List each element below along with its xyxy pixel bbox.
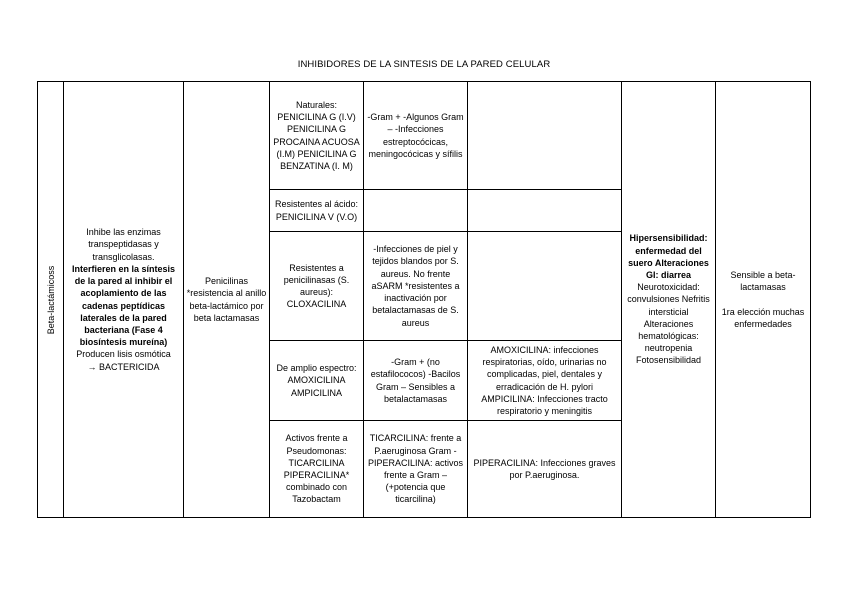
type-acid-resistant: Resistentes al ácido: PENICILINA V (V.O) <box>270 190 364 232</box>
group-cell: Penicilinas *resistencia al anillo beta-lactámico por beta lactamasas <box>184 82 270 518</box>
mechanism-cell <box>64 82 184 518</box>
uses-penicillinase-resistant <box>468 232 622 341</box>
uses-antipseudomonal: PIPERACILINA: Infecciones graves por P.aeruginosa. <box>468 421 622 518</box>
uses-natural <box>468 82 622 190</box>
mechanism-effect: → BACTERICIDA <box>87 361 160 372</box>
spectrum-antipseudomonal: TICARCILINA: frente a P.aeruginosa Gram - PIPERACILINA: activos frente a Gram – (+potencia que ticarcilina) <box>364 421 468 518</box>
mechanism-lysis: Producen lisis osmótica <box>76 349 171 360</box>
spectrum-acid-resistant <box>364 190 468 232</box>
drug-class-cell <box>38 82 64 518</box>
first-choice-note: 1ra elección muchas enfermedades <box>721 306 805 329</box>
spectrum-natural: -Gram + -Algunos Gram – -Infecciones estreptocócicas, meningocócicas y sífilis <box>364 82 468 190</box>
adverse-effects-other: Neurotoxicidad: convulsiones Nefritis intersticial Alteraciones hematológicas: neutropenia Fotosensibilidad <box>627 282 710 366</box>
adverse-effects-main: Hipersensibilidad: enfermedad del suero Alteraciones GI: diarrea <box>628 233 709 280</box>
type-penicillinase-resistant: Resistentes a penicilinasas (S. aureus): CLOXACILINA <box>270 232 364 341</box>
pharmacology-table <box>37 81 811 518</box>
uses-broad-spectrum: AMOXICILINA: infecciones respiratorias, oído, urinarias no complicadas, piel, dentales y erradicación de H. pylori AMPICILINA: Infecciones tracto respiratorio y meningitis <box>468 341 622 421</box>
spectrum-penicillinase-resistant: -Infecciones de piel y tejidos blandos por S. aureus. No frente aSARM *resistentes a inactivación por betalactamasas de S. aureus <box>364 232 468 341</box>
drug-class-label: Beta-lactámicoss <box>45 265 56 334</box>
mechanism-detail: Interfieren en la síntesis de la pared al inhibir el acoplamiento de las cadenas peptídicas laterales de la pared bacteriana (Fase 4 biosíntesis mureína) <box>71 263 176 348</box>
mechanism-intro: Inhibe las enzimas transpeptidasas y transglicolasas. <box>86 227 161 262</box>
resistance-cell <box>716 82 811 518</box>
spectrum-broad-spectrum: -Gram + (no estafilococos) -Bacilos Gram – Sensibles a betalactamasas <box>364 341 468 421</box>
uses-acid-resistant <box>468 190 622 232</box>
type-natural: Naturales: PENICILINA G (I.V) PENICILINA G PROCAINA ACUOSA (I.M) PENICILINA G BENZATINA (I. M) <box>270 82 364 190</box>
page-title: INHIBIDORES DE LA SINTESIS DE LA PARED CELULAR <box>297 59 551 70</box>
adverse-effects-cell <box>622 82 716 518</box>
type-antipseudomonal: Activos frente a Pseudomonas: TICARCILINA PIPERACILINA* combinado con Tazobactam <box>270 421 364 518</box>
resistance-note: Sensible a beta-lactamasas <box>730 270 796 293</box>
type-broad-spectrum: De amplio espectro: AMOXICILINA AMPICILINA <box>270 341 364 421</box>
